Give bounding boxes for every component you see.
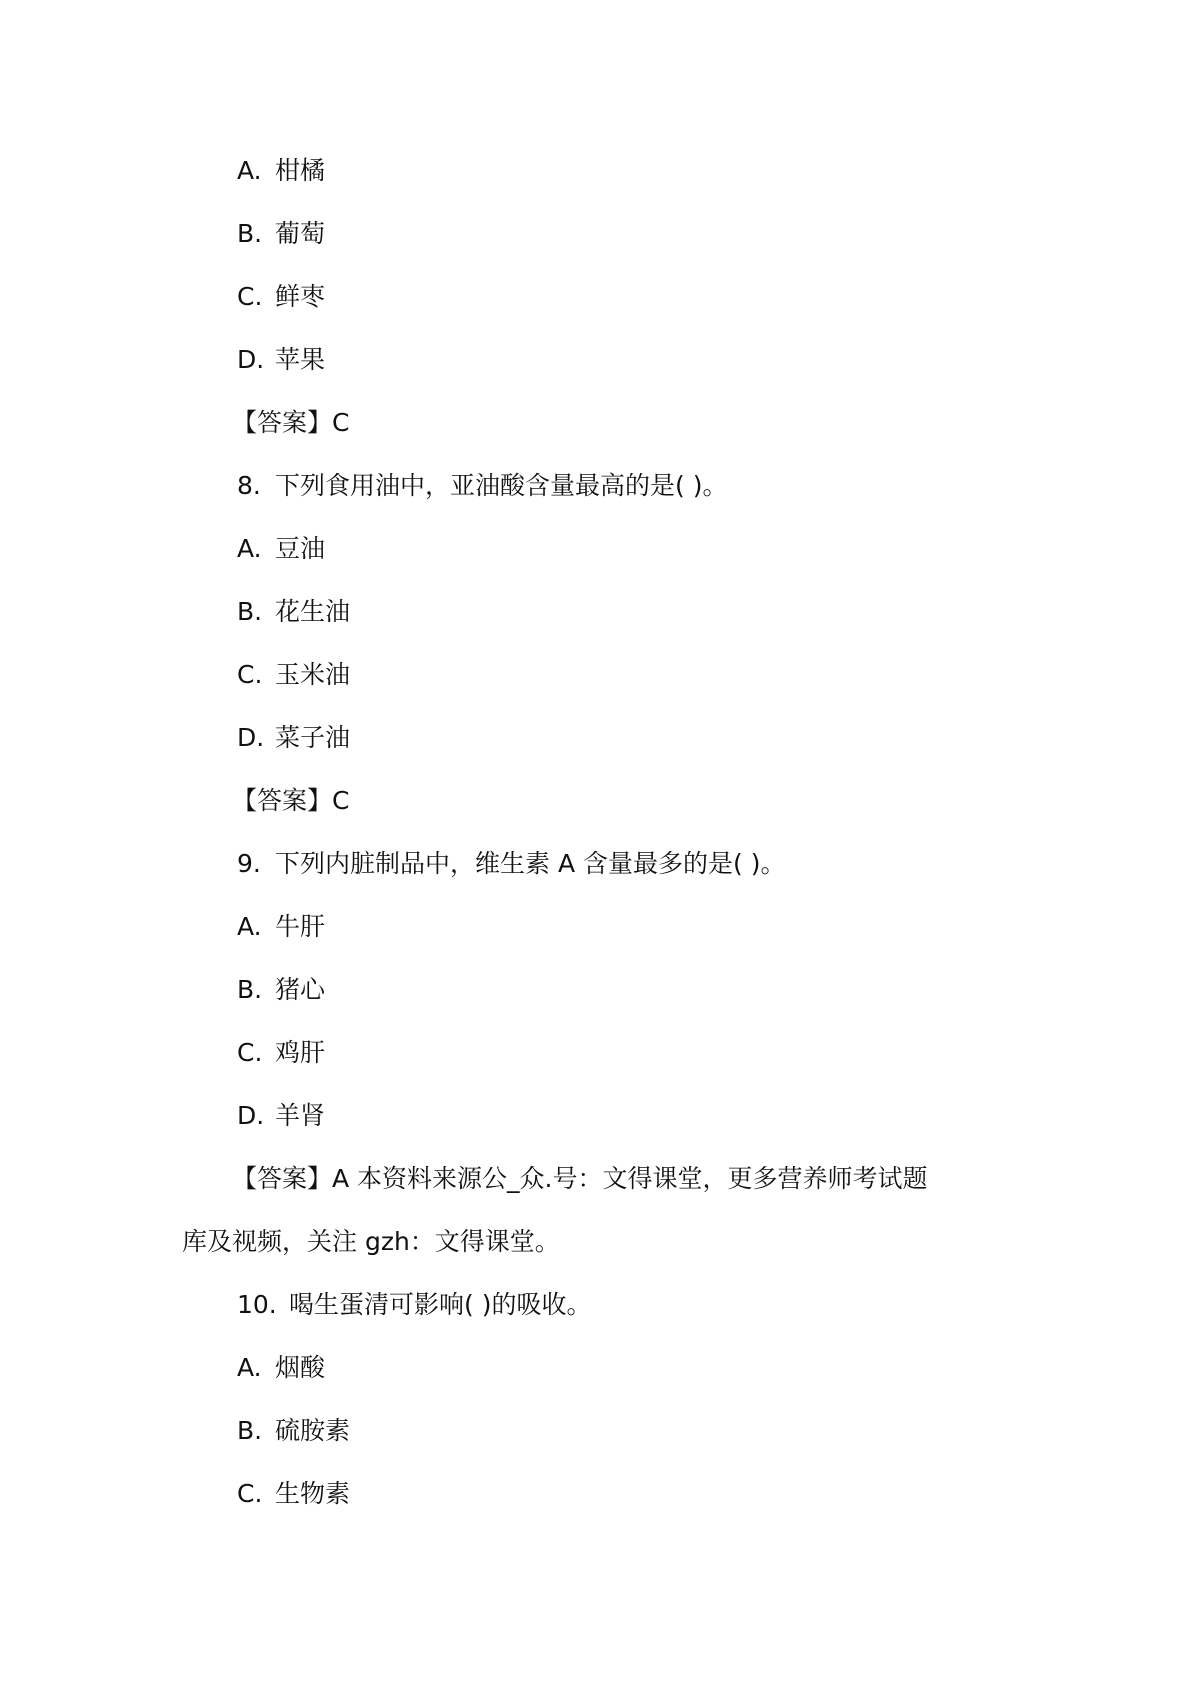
q8-option-d: [237, 722, 350, 754]
option-label: C.: [237, 282, 263, 311]
option-text: 菜子油: [275, 723, 351, 752]
option-text: 苹果: [275, 345, 326, 374]
option-label: D.: [237, 345, 265, 374]
option-text: 羊肾: [275, 1101, 326, 1130]
option-text: 豆油: [275, 534, 326, 563]
q8-option-c: [237, 659, 350, 691]
question-number: 8.: [237, 471, 261, 500]
q10-option-c: [237, 1478, 350, 1510]
option-text: 鸡肝: [275, 1038, 326, 1067]
q8-answer: 【答案】C: [232, 786, 350, 815]
question-text: 喝生蛋清可影响( )的吸收。: [289, 1290, 592, 1319]
q8-option-a: [237, 533, 325, 565]
option-label: A.: [237, 534, 262, 563]
question-text: 下列食用油中，亚油酸含量最高的是( )。: [275, 471, 728, 500]
option-label: D.: [237, 1101, 265, 1130]
q8-option-b: [237, 596, 350, 628]
q7-option-c: [237, 281, 325, 313]
q9-answer-line-1: 【答案】A 本资料来源公_众.号：文得课堂，更多营养师考试题: [232, 1164, 928, 1193]
q7-option-b: [237, 218, 325, 250]
option-text: 鲜枣: [275, 282, 326, 311]
q10-question: [237, 1289, 591, 1321]
q8-question: [237, 470, 727, 502]
q9-question: [237, 848, 785, 880]
option-label: C.: [237, 1479, 263, 1508]
q7-option-d: [237, 344, 325, 376]
option-text: 烟酸: [275, 1353, 326, 1382]
q7-option-a: [237, 155, 325, 187]
option-label: B.: [237, 1416, 263, 1445]
option-label: A.: [237, 156, 262, 185]
option-text: 猪心: [275, 975, 326, 1004]
q9-option-c: [237, 1037, 325, 1069]
option-text: 牛肝: [275, 912, 326, 941]
option-text: 玉米油: [275, 660, 351, 689]
question-text: 下列内脏制品中，维生素 A 含量最多的是( )。: [275, 849, 786, 878]
option-text: 花生油: [275, 597, 351, 626]
option-label: A.: [237, 912, 262, 941]
q10-option-b: [237, 1415, 350, 1447]
option-text: 生物素: [275, 1479, 351, 1508]
q10-option-a: [237, 1352, 325, 1384]
question-number: 10.: [237, 1290, 277, 1319]
option-label: B.: [237, 975, 263, 1004]
option-label: A.: [237, 1353, 262, 1382]
option-label: C.: [237, 1038, 263, 1067]
option-label: C.: [237, 660, 263, 689]
option-text: 葡萄: [275, 219, 326, 248]
option-label: B.: [237, 597, 263, 626]
q9-option-a: [237, 911, 325, 943]
q9-option-b: [237, 974, 325, 1006]
q9-option-d: [237, 1100, 325, 1132]
question-number: 9.: [237, 849, 261, 878]
option-text: 硫胺素: [275, 1416, 351, 1445]
q7-answer: 【答案】C: [232, 408, 350, 437]
option-label: D.: [237, 723, 265, 752]
option-label: B.: [237, 219, 263, 248]
q9-answer-line-2: 库及视频，关注 gzh：文得课堂。: [182, 1227, 560, 1256]
option-text: 柑橘: [275, 156, 326, 185]
